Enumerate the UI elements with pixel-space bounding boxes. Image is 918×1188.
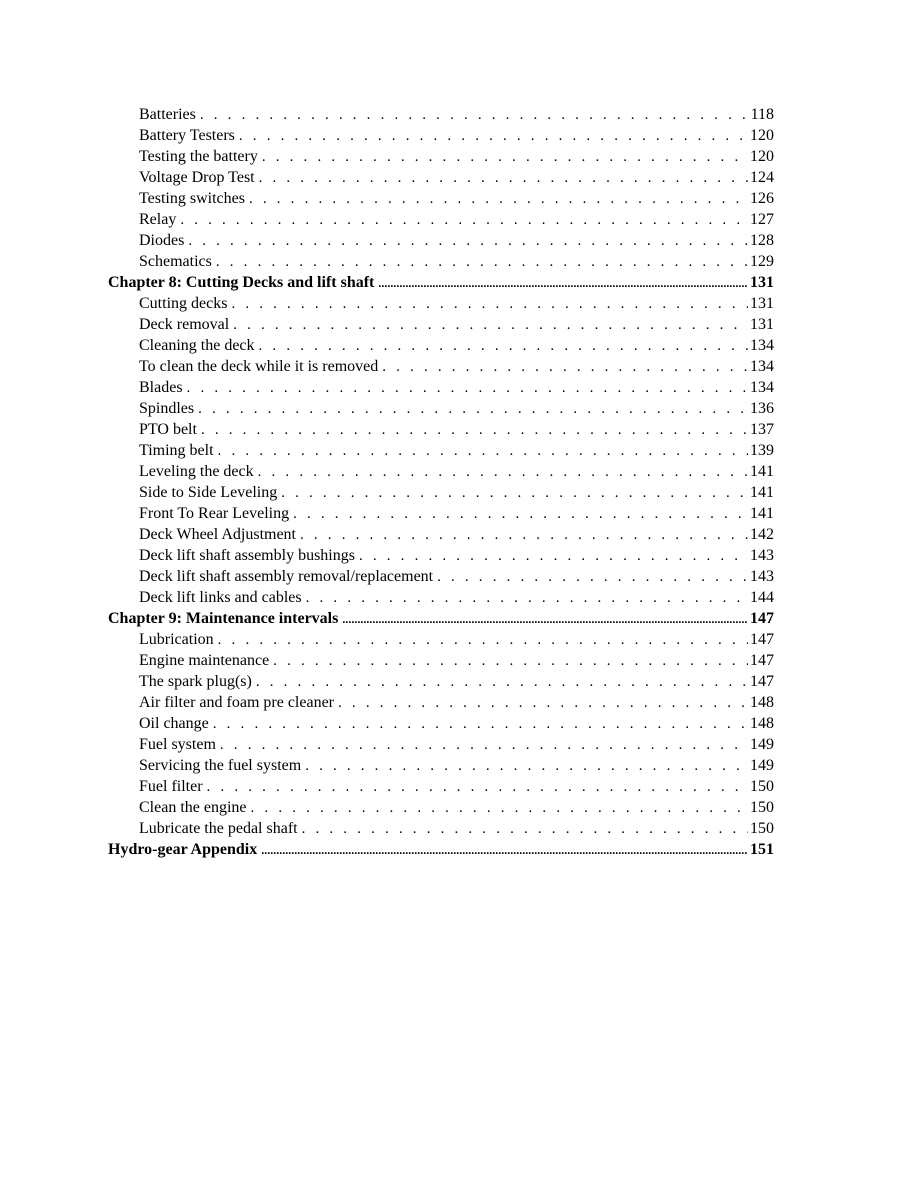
toc-entry-title: Lubrication — [139, 631, 214, 648]
toc-entry-title: Voltage Drop Test — [139, 169, 255, 186]
toc-entry-page: 126 — [750, 190, 774, 207]
toc-entry-title: Relay — [139, 211, 177, 228]
toc-entry-title: PTO belt — [139, 421, 197, 438]
toc-entry-page: 143 — [750, 568, 774, 585]
toc-entry[interactable] — [108, 104, 774, 125]
toc-entry[interactable] — [108, 314, 774, 335]
toc-leader-dots — [207, 777, 748, 798]
toc-leader-dots — [239, 126, 748, 147]
toc-entry[interactable] — [108, 482, 774, 503]
toc-entry-page: 131 — [750, 295, 774, 312]
toc-entry[interactable] — [108, 377, 774, 398]
toc-entry-page: 137 — [750, 421, 774, 438]
toc-leader-dots — [259, 168, 748, 189]
toc-entry-title: Lubricate the pedal shaft — [139, 820, 298, 837]
toc-entry-page: 131 — [750, 316, 774, 333]
toc-leader-dots — [200, 105, 749, 126]
toc-entry-page: 144 — [750, 589, 774, 606]
toc-entry-title: Deck lift links and cables — [139, 589, 302, 606]
toc-chapter-entry[interactable] — [108, 608, 774, 629]
toc-leader-dots — [251, 798, 748, 819]
toc-entry-page: 141 — [750, 505, 774, 522]
toc-entry-page: 150 — [750, 778, 774, 795]
toc-leader-dots — [216, 252, 748, 273]
toc-entry-title: The spark plug(s) — [139, 673, 252, 690]
toc-leader-dots — [382, 357, 748, 378]
toc-entry-page: 127 — [750, 211, 774, 228]
toc-leader-dots — [258, 462, 748, 483]
toc-entry-title: Deck lift shaft assembly bushings — [139, 547, 355, 564]
toc-entry-page: 120 — [750, 127, 774, 144]
toc-leader-dots — [220, 735, 748, 756]
toc-entry[interactable] — [108, 146, 774, 167]
toc-entry-page: 148 — [750, 715, 774, 732]
toc-entry-title: Leveling the deck — [139, 463, 254, 480]
toc-entry-page: 129 — [750, 253, 774, 270]
toc-leader-dots — [305, 756, 748, 777]
toc-entry-title: Timing belt — [139, 442, 214, 459]
toc-entry[interactable] — [108, 356, 774, 377]
toc-entry-page: 150 — [750, 820, 774, 837]
toc-entry-page: 120 — [750, 148, 774, 165]
toc-entry-page: 134 — [750, 358, 774, 375]
toc-leader-dots — [273, 651, 748, 672]
table-of-contents — [108, 104, 774, 860]
toc-entry[interactable] — [108, 713, 774, 734]
toc-entry-title: Cutting decks — [139, 295, 228, 312]
toc-leader-dots — [180, 210, 748, 231]
toc-leader-dots — [198, 399, 748, 420]
toc-leader-dots — [259, 336, 748, 357]
toc-chapter-entry[interactable] — [108, 272, 774, 293]
toc-entry-page: 148 — [750, 694, 774, 711]
toc-entry-page: 124 — [750, 169, 774, 186]
toc-entry[interactable] — [108, 398, 774, 419]
toc-entry-title: Side to Side Leveling — [139, 484, 278, 501]
toc-entry-page: 149 — [750, 757, 774, 774]
toc-leader-dots — [338, 693, 748, 714]
toc-entry[interactable] — [108, 734, 774, 755]
toc-leader-dots — [359, 546, 748, 567]
toc-entry-page: 134 — [750, 379, 774, 396]
toc-entry-title: Deck removal — [139, 316, 230, 333]
toc-leader-dots — [300, 525, 748, 546]
toc-chapter-title: Chapter 8: Cutting Decks and lift shaft — [108, 274, 375, 291]
toc-chapter-page: 151 — [750, 841, 774, 858]
toc-entry[interactable] — [108, 125, 774, 146]
toc-leader-dots — [378, 273, 748, 294]
toc-leader-dots — [218, 441, 748, 462]
toc-entry[interactable] — [108, 587, 774, 608]
toc-entry-title: Diodes — [139, 232, 185, 249]
toc-entry[interactable] — [108, 419, 774, 440]
toc-leader-dots — [233, 315, 748, 336]
toc-entry[interactable] — [108, 293, 774, 314]
toc-leader-dots — [342, 609, 748, 630]
toc-entry-title: Oil change — [139, 715, 209, 732]
toc-leader-dots — [437, 567, 748, 588]
toc-entry-page: 150 — [750, 799, 774, 816]
toc-entry-title: Testing switches — [139, 190, 245, 207]
toc-entry[interactable] — [108, 818, 774, 839]
toc-leader-dots — [231, 294, 748, 315]
toc-entry[interactable] — [108, 251, 774, 272]
toc-leader-dots — [306, 588, 748, 609]
toc-entry[interactable] — [108, 692, 774, 713]
toc-entry[interactable] — [108, 440, 774, 461]
toc-leader-dots — [262, 147, 748, 168]
toc-entry[interactable] — [108, 650, 774, 671]
toc-entry[interactable] — [108, 167, 774, 188]
toc-entry-title: Deck lift shaft assembly removal/replacement — [139, 568, 434, 585]
toc-entry[interactable] — [108, 755, 774, 776]
toc-entry-title: To clean the deck while it is removed — [139, 358, 379, 375]
toc-entry-title: Front To Rear Leveling — [139, 505, 290, 522]
toc-entry[interactable] — [108, 503, 774, 524]
toc-entry-title: Clean the engine — [139, 799, 247, 816]
toc-leader-dots — [293, 504, 748, 525]
toc-chapter-title: Hydro-gear Appendix — [108, 841, 258, 858]
toc-entry[interactable] — [108, 629, 774, 650]
toc-entry-page: 147 — [750, 631, 774, 648]
toc-entry[interactable] — [108, 230, 774, 251]
toc-entry-page: 142 — [750, 526, 774, 543]
toc-entry-page: 147 — [750, 652, 774, 669]
toc-entry[interactable] — [108, 188, 774, 209]
toc-entry[interactable] — [108, 209, 774, 230]
toc-chapter-page: 131 — [750, 274, 774, 291]
toc-entry[interactable] — [108, 524, 774, 545]
toc-entry-page: 118 — [750, 106, 774, 123]
toc-entry-title: Cleaning the deck — [139, 337, 255, 354]
toc-entry-title: Battery Testers — [139, 127, 235, 144]
toc-entry[interactable] — [108, 776, 774, 797]
toc-leader-dots — [213, 714, 748, 735]
toc-entry-title: Schematics — [139, 253, 212, 270]
toc-entry[interactable] — [108, 566, 774, 587]
toc-chapter-title: Chapter 9: Maintenance intervals — [108, 610, 339, 627]
toc-entry-page: 128 — [750, 232, 774, 249]
toc-entry[interactable] — [108, 335, 774, 356]
toc-chapter-page: 147 — [750, 610, 774, 627]
toc-entry-title: Servicing the fuel system — [139, 757, 302, 774]
toc-entry-title: Testing the battery — [139, 148, 258, 165]
toc-entry-page: 147 — [750, 673, 774, 690]
toc-entry-title: Fuel system — [139, 736, 216, 753]
toc-leader-dots — [188, 231, 748, 252]
toc-entry-page: 136 — [750, 400, 774, 417]
toc-leader-dots — [302, 819, 748, 840]
toc-entry[interactable] — [108, 671, 774, 692]
toc-entry-title: Fuel filter — [139, 778, 203, 795]
toc-entry[interactable] — [108, 797, 774, 818]
toc-leader-dots — [249, 189, 748, 210]
toc-entry-title: Batteries — [139, 106, 196, 123]
toc-entry-title: Deck Wheel Adjustment — [139, 526, 296, 543]
toc-entry[interactable] — [108, 545, 774, 566]
toc-leader-dots — [261, 840, 748, 861]
toc-leader-dots — [256, 672, 748, 693]
toc-leader-dots — [201, 420, 748, 441]
toc-entry-title: Blades — [139, 379, 183, 396]
toc-entry-page: 139 — [750, 442, 774, 459]
toc-leader-dots — [281, 483, 748, 504]
toc-entry-title: Air filter and foam pre cleaner — [139, 694, 335, 711]
toc-entry-page: 143 — [750, 547, 774, 564]
toc-entry[interactable] — [108, 461, 774, 482]
toc-entry-title: Spindles — [139, 400, 195, 417]
toc-chapter-entry[interactable] — [108, 839, 774, 860]
toc-entry-page: 149 — [750, 736, 774, 753]
toc-entry-page: 134 — [750, 337, 774, 354]
toc-entry-page: 141 — [750, 463, 774, 480]
toc-entry-page: 141 — [750, 484, 774, 501]
toc-leader-dots — [218, 630, 748, 651]
toc-leader-dots — [187, 378, 748, 399]
toc-entry-title: Engine maintenance — [139, 652, 270, 669]
